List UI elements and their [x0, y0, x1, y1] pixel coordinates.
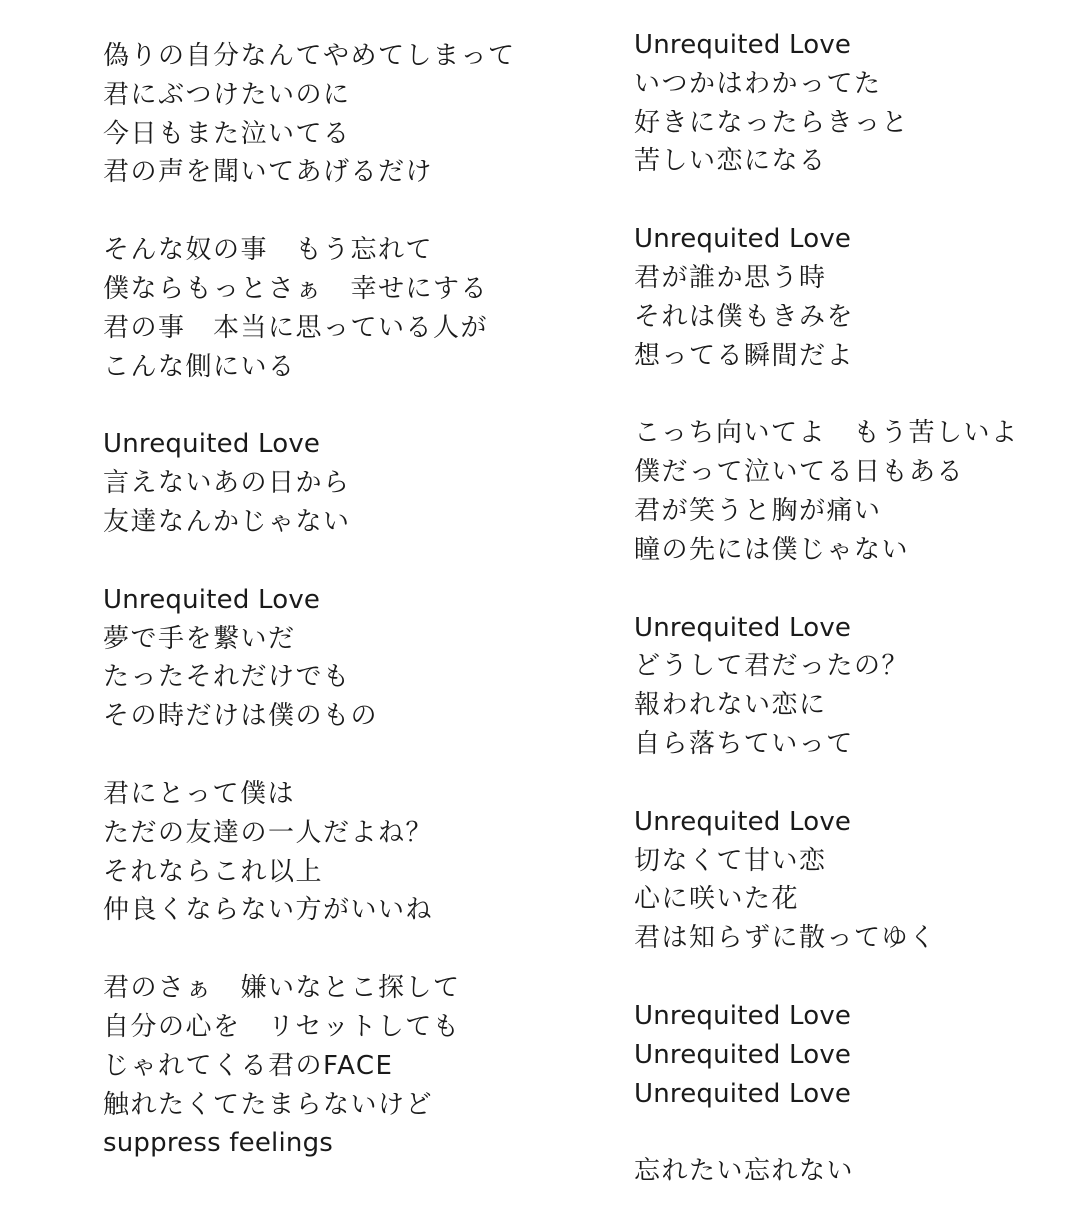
- lyric-line: Unrequited Love: [634, 612, 852, 643]
- lyric-line: たったそれだけでも: [103, 662, 351, 693]
- lyric-line: 触れたくてたまらないけど: [103, 1089, 434, 1120]
- lyric-line: Unrequited Love: [634, 30, 852, 60]
- stanza: [634, 414, 1074, 569]
- lyric-line: 好きになったらきっと: [634, 107, 910, 138]
- lyric-line: 心に咲いた花: [634, 884, 800, 915]
- lyric-line: こんな側にいる: [103, 351, 296, 382]
- lyric-line: 僕だって泣いてる日もある: [634, 457, 965, 488]
- stanza: [634, 220, 1074, 375]
- lyric-line: 君のさぁ 嫌いなとこ探して: [103, 973, 461, 1004]
- stanza: [634, 26, 1074, 181]
- lyric-line: 仲良くならない方がいいね: [103, 895, 434, 926]
- lyric-line: こっち向いてよ もう苦しいよ: [634, 418, 1019, 449]
- lyric-line: 君にとって僕は: [103, 778, 295, 809]
- lyric-line: Unrequited Love: [634, 1000, 852, 1031]
- lyric-line: どうして君だったの？: [634, 651, 910, 682]
- stanza: [634, 997, 1074, 1113]
- stanza: [103, 969, 573, 1163]
- lyric-line: それならこれ以上: [103, 856, 324, 887]
- lyric-line: 君の声を聞いてあげるだけ: [103, 157, 434, 188]
- lyric-line: 君は知らずに散ってゆく: [634, 923, 937, 954]
- lyric-line: Unrequited Love: [103, 429, 321, 460]
- lyric-line: 報われない恋に: [634, 690, 827, 721]
- lyric-line: 君にぶつけたいのに: [103, 79, 351, 110]
- lyric-line: 今日もまた泣いてる: [103, 118, 351, 149]
- lyric-line: suppress feelings: [103, 1128, 334, 1159]
- lyric-line: 忘れたい忘れない: [634, 1156, 855, 1187]
- lyric-line: 君が笑うと胸が痛い: [634, 495, 882, 526]
- stanza: [634, 609, 1074, 764]
- lyrics-left-column: [103, 37, 573, 1202]
- lyric-line: 瞳の先には僕じゃない: [634, 534, 910, 565]
- lyric-line: そんな奴の事 もう忘れて: [103, 235, 434, 266]
- lyric-line: それは僕もきみを: [634, 301, 855, 332]
- lyric-line: Unrequited Love: [634, 1078, 852, 1109]
- lyric-line: 君の事 本当に思っている人が: [103, 312, 489, 343]
- lyric-line: じゃれてくる君のFACE: [103, 1050, 394, 1081]
- lyric-line: Unrequited Love: [634, 806, 852, 837]
- lyric-line: Unrequited Love: [634, 1039, 852, 1070]
- stanza: [103, 37, 573, 192]
- lyric-line: 自分の心を リセットしても: [103, 1011, 461, 1042]
- stanza: [103, 581, 573, 736]
- lyric-line: 夢で手を繋いだ: [103, 623, 296, 654]
- lyric-line: 僕ならもっとさぁ 幸せにする: [103, 273, 489, 304]
- lyric-line: いつかはわかってた: [634, 68, 882, 99]
- lyric-line: 苦しい恋になる: [634, 146, 827, 177]
- lyric-line: Unrequited Love: [103, 584, 321, 615]
- lyric-line: 想ってる瞬間だよ: [634, 340, 855, 371]
- lyric-line: その時だけは僕のもの: [103, 701, 379, 732]
- lyric-line: 切なくて甘い恋: [634, 845, 827, 876]
- stanza: [634, 1152, 1074, 1191]
- stanza: [103, 425, 573, 541]
- lyric-line: Unrequited Love: [634, 224, 852, 255]
- lyric-line: 偽りの自分なんてやめてしまって: [103, 41, 516, 71]
- stanza: [634, 803, 1074, 958]
- lyrics-right-column: [634, 26, 1074, 1230]
- lyric-line: 言えないあの日から: [103, 468, 351, 499]
- stanza: [103, 231, 573, 386]
- lyric-line: 友達なんかじゃない: [103, 506, 351, 537]
- lyric-line: 自ら落ちていって: [634, 728, 854, 759]
- lyric-line: 君が誰か思う時: [634, 262, 827, 293]
- lyric-line: ただの友達の一人だよね？: [103, 817, 434, 848]
- stanza: [103, 775, 573, 930]
